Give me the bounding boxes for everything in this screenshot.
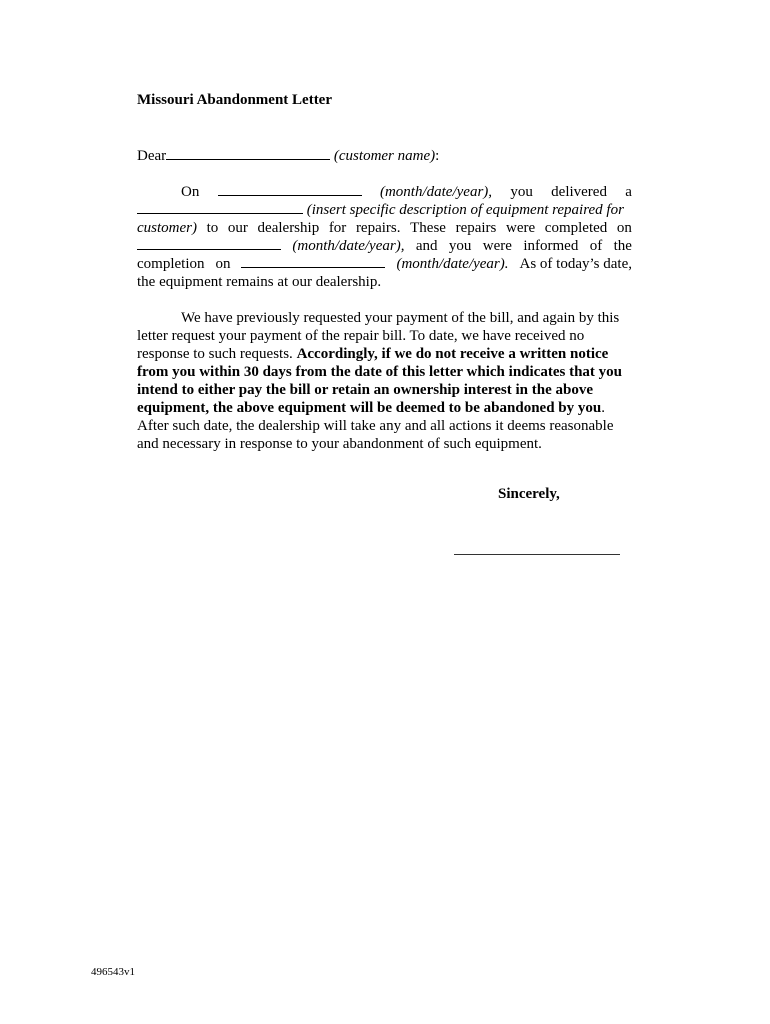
para1-word: completed: [544, 220, 608, 236]
delivery-date-blank: [218, 183, 362, 196]
para1-word: informed: [523, 238, 579, 254]
para1-line2: [137, 201, 632, 219]
para1-word: the: [613, 238, 632, 254]
notification-date-hint: (month/date/year).: [396, 256, 509, 272]
para1-line1: [137, 183, 632, 201]
para2-text: letter request your payment of the repair bill. To date, we have received no: [137, 328, 585, 344]
abandonment-notice-bold: Accordingly, if we do not receive a written notice: [296, 346, 609, 362]
para1-word: dealership: [257, 220, 320, 236]
para1-word: on: [616, 220, 632, 236]
delivery-date-hint: (month/date/year),: [379, 184, 493, 200]
abandonment-notice-bold: intend to either pay the bill or retain an ownership interest in the above: [137, 382, 593, 398]
para2-line7: [137, 417, 632, 435]
para2-line1: [137, 309, 632, 327]
para1-word: our: [227, 220, 248, 236]
para2-line5: [137, 381, 632, 399]
closing: Sincerely,: [498, 486, 560, 502]
para1-line3: [137, 219, 632, 237]
equipment-description-blank: [137, 201, 303, 214]
para1-word: for: [328, 220, 347, 236]
completion-date-hint: (month/date/year),: [292, 238, 405, 254]
para2-text: response to such requests.: [137, 346, 293, 362]
para1-word: to: [206, 220, 219, 236]
para1-hint: customer): [137, 220, 197, 236]
signature-line: [454, 554, 620, 555]
abandonment-notice-bold: equipment, the above equipment will be deemed to be abandoned by you: [137, 400, 602, 416]
para1-word: a: [625, 184, 632, 200]
para2-text: .: [601, 400, 605, 416]
para2-text: and necessary in response to your abandonment of such equipment.: [137, 436, 542, 452]
salutation-colon: :: [435, 148, 440, 164]
document-id: 496543v1: [91, 966, 135, 978]
para1-word: repairs.: [355, 220, 401, 236]
para2-line8: [137, 435, 632, 453]
para1-word: you: [448, 238, 472, 254]
para1-word: were: [482, 238, 512, 254]
salutation-dear: Dear: [137, 148, 167, 164]
para1-line5: [137, 255, 632, 273]
para1-text: the equipment remains at our dealership.: [137, 274, 382, 290]
abandonment-notice-bold: from you within 30 days from the date of this letter which indicates that you: [137, 364, 622, 380]
para1-word: you: [510, 184, 533, 200]
equipment-description-hint: (insert specific description of equipment repaired for: [306, 202, 624, 218]
para2-text: After such date, the dealership will take any and all actions it deems reasonable: [137, 418, 614, 434]
para1-word: These: [410, 220, 446, 236]
para1-word: of: [589, 238, 603, 254]
para2-line2: [137, 327, 632, 345]
para1-word: completion: [137, 256, 205, 272]
para1-word: on: [215, 256, 231, 272]
para1-word: repairs: [455, 220, 497, 236]
customer-name-hint: (customer name): [333, 148, 436, 164]
letter-title: Missouri Abandonment Letter: [137, 92, 332, 108]
para2-line6: [137, 399, 632, 417]
para2-line4: [137, 363, 632, 381]
para1-word: and: [415, 238, 438, 254]
para1-line6: [137, 273, 632, 291]
para2-line3: [137, 345, 632, 363]
para1-text: As of today’s date,: [519, 256, 632, 272]
notification-date-blank: [241, 255, 385, 268]
para1-word: delivered: [551, 184, 607, 200]
para1-word: On: [181, 184, 200, 200]
customer-name-blank: [166, 147, 330, 160]
para1-word: were: [506, 220, 536, 236]
para2-text: We have previously requested your payment of the bill, and again by this: [181, 310, 620, 326]
para1-line4: [137, 237, 632, 255]
completion-date-blank: [137, 237, 281, 250]
salutation: [137, 147, 632, 165]
